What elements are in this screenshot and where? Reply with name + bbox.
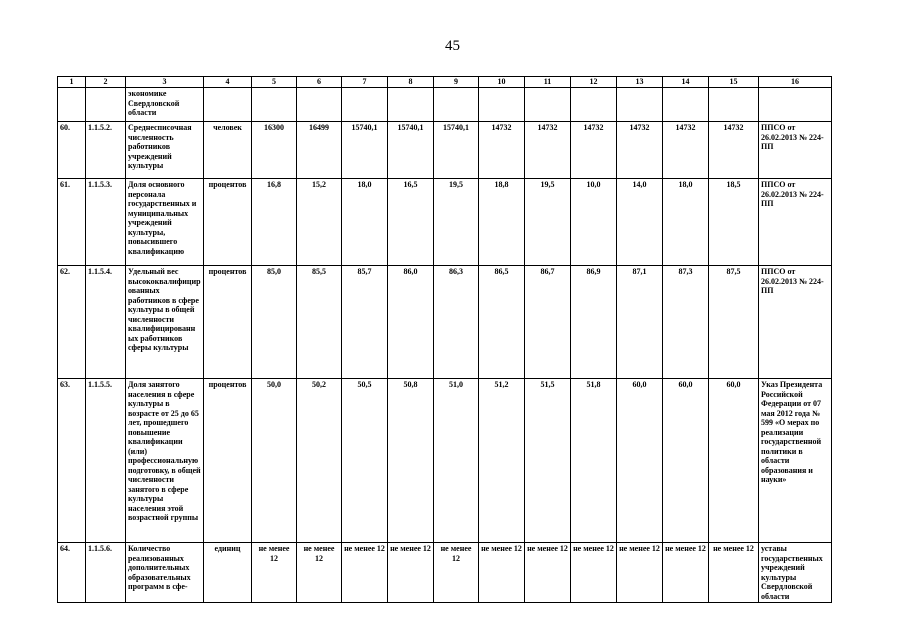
table-cell: 14732: [663, 122, 709, 179]
header-cell: 11: [525, 77, 571, 88]
table-cell: 86,7: [525, 266, 571, 379]
table-cell: 86,0: [388, 266, 434, 379]
table-cell: 15740,1: [434, 122, 479, 179]
header-row: [58, 77, 832, 88]
table-cell: не менее 12: [479, 543, 525, 603]
table-cell: 62.: [58, 266, 86, 379]
table-cell: [58, 88, 86, 122]
table-cell: 60.: [58, 122, 86, 179]
table-cell: 51,0: [434, 379, 479, 543]
table-cell: человек: [204, 122, 252, 179]
table-cell: Среднесписочная численность работников учреждений культуры: [126, 122, 204, 179]
table-cell: [663, 88, 709, 122]
table-cell: 14,0: [617, 179, 663, 266]
table-cell: не менее 12: [663, 543, 709, 603]
table-cell: Указ Президента Российской Федерации от 07 мая 2012 года № 599 «О мерах по реализации государственной политики в области образования и науки»: [759, 379, 832, 543]
table-cell: 87,1: [617, 266, 663, 379]
table-cell: 18,8: [479, 179, 525, 266]
table-cell: 1.1.5.3.: [86, 179, 126, 266]
table-cell: 18,5: [709, 179, 759, 266]
table-cell: 1.1.5.6.: [86, 543, 126, 603]
header-cell: 2: [86, 77, 126, 88]
header-cell: 4: [204, 77, 252, 88]
table-cell: 18,0: [663, 179, 709, 266]
table-cell: 19,5: [525, 179, 571, 266]
table-cell: 50,0: [252, 379, 297, 543]
table-cell: Доля занятого населения в сфере культуры в возрасте от 25 до 65 лет, прошедшего повышение квалификации (или) профессиональную подготовку, в общей численности занятого в сфере культуры населения этой возрастной группы: [126, 379, 204, 543]
table-cell: не менее 12: [297, 543, 342, 603]
table-cell: 85,5: [297, 266, 342, 379]
table-cell: [479, 88, 525, 122]
table-cell: не менее 12: [434, 543, 479, 603]
table-cell: 87,5: [709, 266, 759, 379]
table-cell: 18,0: [342, 179, 388, 266]
table-cell: 87,3: [663, 266, 709, 379]
table-cell: 86,9: [571, 266, 617, 379]
table-cell: 14732: [525, 122, 571, 179]
table-cell: 1.1.5.4.: [86, 266, 126, 379]
table-cell: Удельный вес высококвалифицированных работников в сфере культуры в общей численности квалифицированных работников сферы культуры: [126, 266, 204, 379]
table-cell: ППСО от 26.02.2013 № 224-ПП: [759, 122, 832, 179]
table-row: [58, 379, 832, 543]
table-cell: [571, 88, 617, 122]
table-cell: 51,5: [525, 379, 571, 543]
table-cell: единиц: [204, 543, 252, 603]
table-cell: 1.1.5.5.: [86, 379, 126, 543]
table-cell: [297, 88, 342, 122]
table-cell: 50,8: [388, 379, 434, 543]
table-row: [58, 266, 832, 379]
header-cell: 12: [571, 77, 617, 88]
table-cell: 10,0: [571, 179, 617, 266]
table-cell: 60,0: [709, 379, 759, 543]
table-cell: 60,0: [617, 379, 663, 543]
header-cell: 1: [58, 77, 86, 88]
table-cell: 85,7: [342, 266, 388, 379]
header-cell: 9: [434, 77, 479, 88]
table-cell: [388, 88, 434, 122]
table-cell: [204, 88, 252, 122]
table-cell: 15,2: [297, 179, 342, 266]
table-cell: 14732: [709, 122, 759, 179]
table-cell: экономике Свердловской области: [126, 88, 204, 122]
table-cell: ППСО от 26.02.2013 № 224-ПП: [759, 179, 832, 266]
table-cell: [86, 88, 126, 122]
table-cell: 14732: [617, 122, 663, 179]
table-cell: 85,0: [252, 266, 297, 379]
header-cell: 16: [759, 77, 832, 88]
table-cell: Доля основного персонала государственных и муниципальных учреждений культуры, повысившего квалификацию: [126, 179, 204, 266]
indicators-table: [57, 76, 832, 603]
header-cell: 7: [342, 77, 388, 88]
table-row: [58, 88, 832, 122]
table-cell: [525, 88, 571, 122]
table-cell: 61.: [58, 179, 86, 266]
header-cell: 13: [617, 77, 663, 88]
table-cell: Количество реализованных дополнительных образовательных программ в сфе-: [126, 543, 204, 603]
table-cell: [434, 88, 479, 122]
table-cell: [709, 88, 759, 122]
table-row: [58, 122, 832, 179]
table-cell: 15740,1: [388, 122, 434, 179]
table-cell: 51,2: [479, 379, 525, 543]
table-cell: не менее 12: [342, 543, 388, 603]
table-cell: не менее 12: [617, 543, 663, 603]
header-cell: 5: [252, 77, 297, 88]
table-cell: процентов: [204, 179, 252, 266]
table-cell: 64.: [58, 543, 86, 603]
table-cell: 14732: [479, 122, 525, 179]
table-cell: 63.: [58, 379, 86, 543]
header-cell: 15: [709, 77, 759, 88]
table-cell: 19,5: [434, 179, 479, 266]
table-row: [58, 543, 832, 603]
table-cell: [342, 88, 388, 122]
table-cell: [252, 88, 297, 122]
table-cell: 16499: [297, 122, 342, 179]
table-cell: 14732: [571, 122, 617, 179]
table-cell: 15740,1: [342, 122, 388, 179]
header-cell: 14: [663, 77, 709, 88]
table-cell: 86,5: [479, 266, 525, 379]
header-cell: 10: [479, 77, 525, 88]
table-cell: 16,8: [252, 179, 297, 266]
table-cell: уставы государственных учреждений культуры Свердловской области: [759, 543, 832, 603]
table-cell: 86,3: [434, 266, 479, 379]
header-cell: 3: [126, 77, 204, 88]
table-cell: не менее 12: [252, 543, 297, 603]
table-cell: 16300: [252, 122, 297, 179]
table-cell: [617, 88, 663, 122]
table-cell: 51,8: [571, 379, 617, 543]
table-cell: не менее 12: [709, 543, 759, 603]
table-cell: не менее 12: [388, 543, 434, 603]
table-cell: не менее 12: [571, 543, 617, 603]
table-cell: [759, 88, 832, 122]
table-cell: 50,2: [297, 379, 342, 543]
header-cell: 8: [388, 77, 434, 88]
table-cell: процентов: [204, 266, 252, 379]
table-cell: ППСО от 26.02.2013 № 224-ПП: [759, 266, 832, 379]
header-cell: 6: [297, 77, 342, 88]
page-number: 45: [445, 38, 460, 54]
table-cell: 50,5: [342, 379, 388, 543]
table-cell: 1.1.5.2.: [86, 122, 126, 179]
table-cell: процентов: [204, 379, 252, 543]
table-cell: 16,5: [388, 179, 434, 266]
table-cell: не менее 12: [525, 543, 571, 603]
table-cell: 60,0: [663, 379, 709, 543]
table-row: [58, 179, 832, 266]
